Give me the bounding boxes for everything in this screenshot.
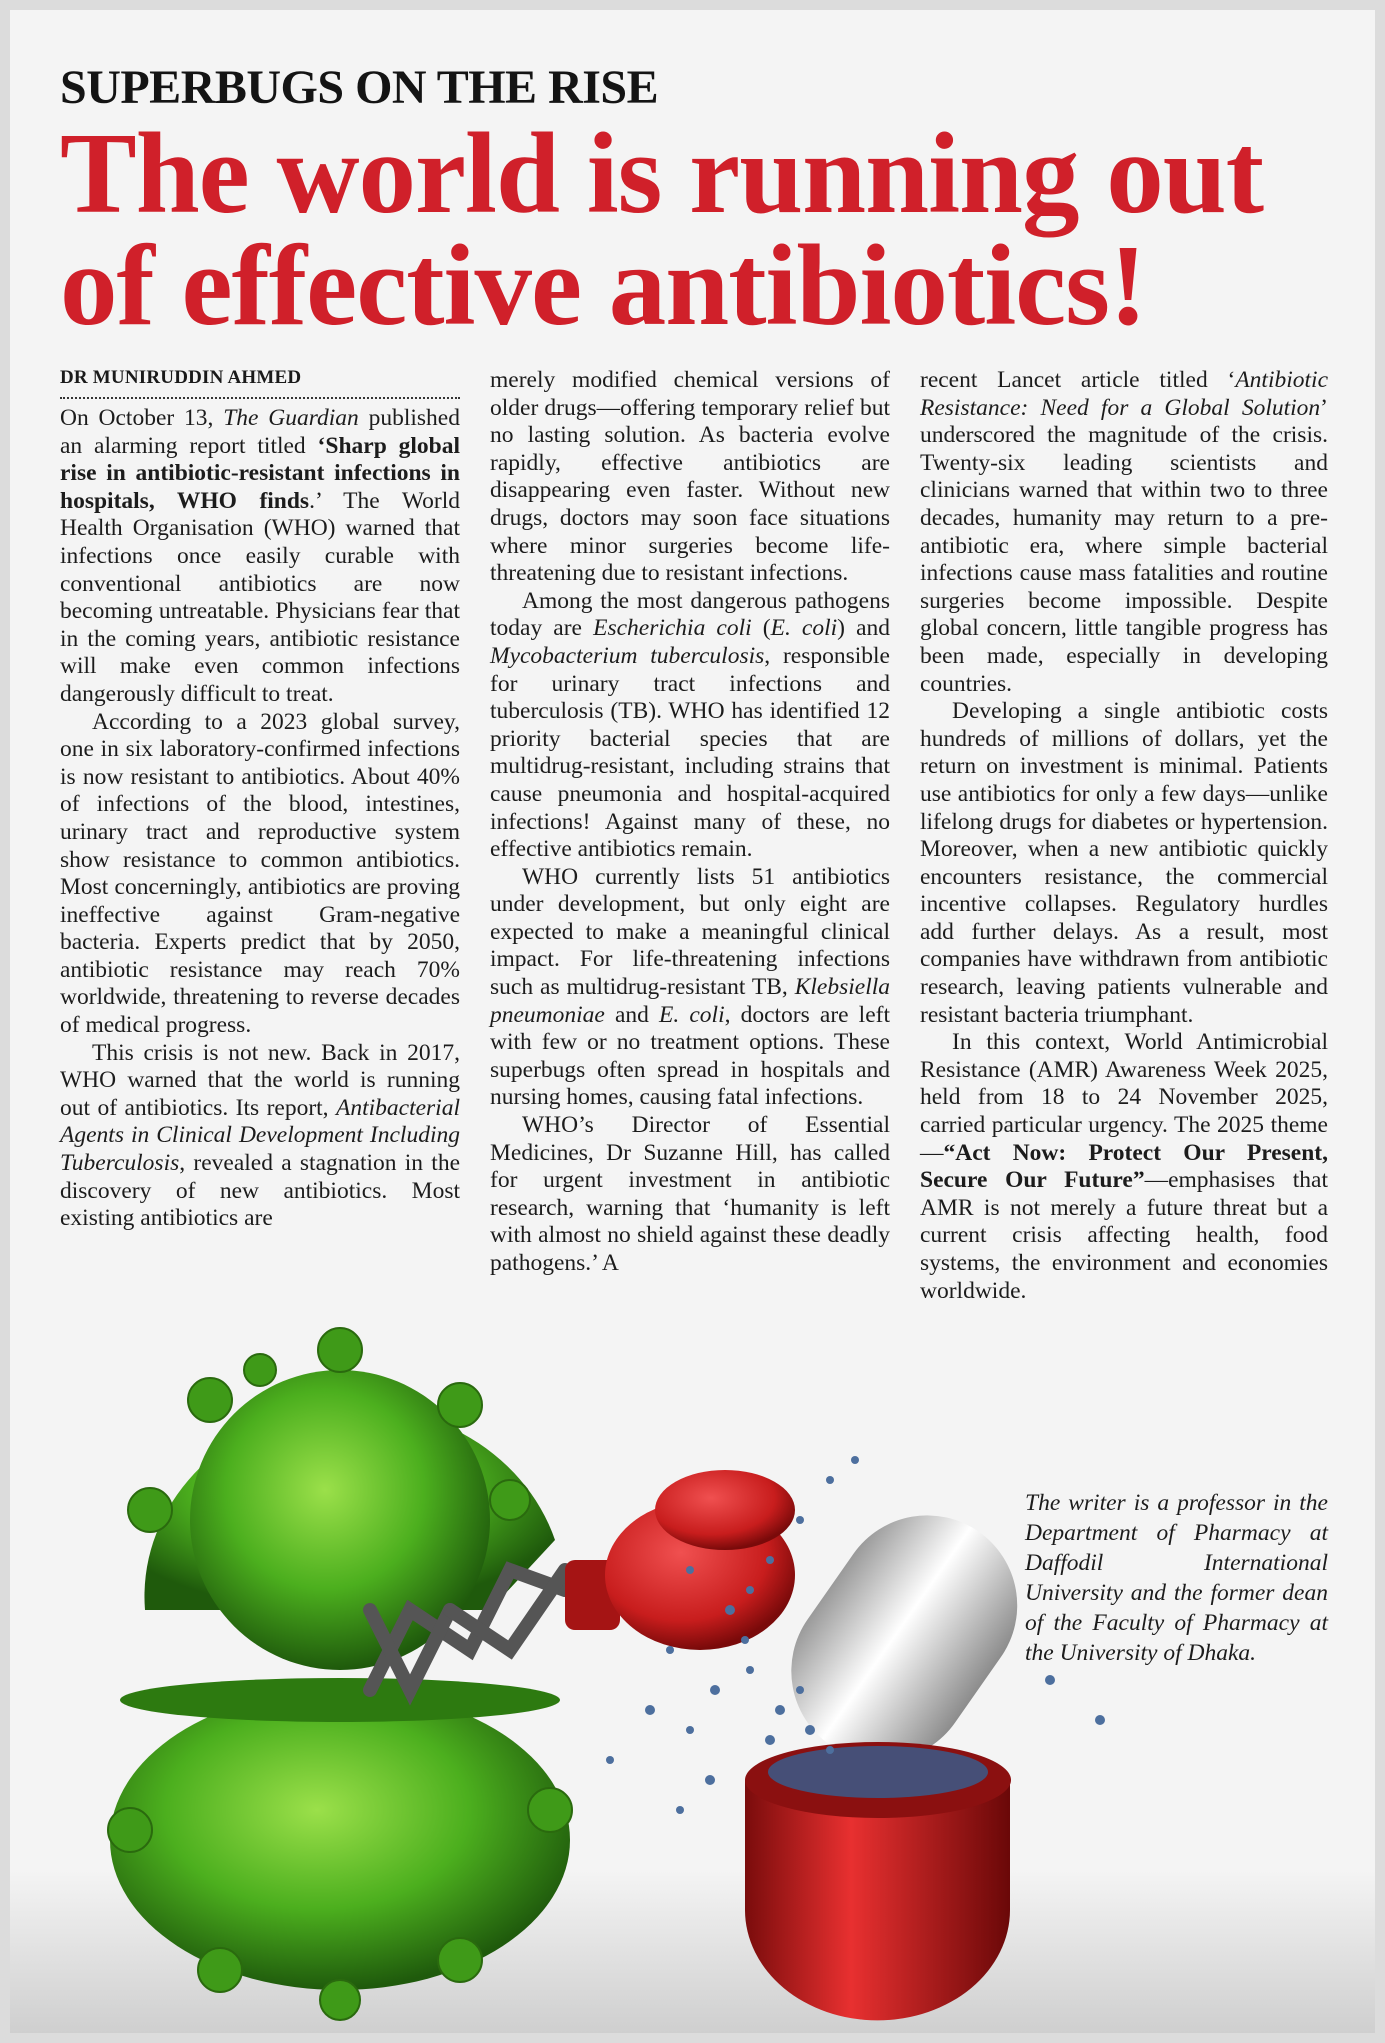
headline: The world is running out of effective antibiotics!	[60, 110, 1263, 349]
paragraph: According to a 2023 global survey, one in six laboratory-confirmed infections is now resistant to antibiotics. About 40% of infections of the blood, intestines, urinary tract and reproductive system show resistance to common antibiotics. Most concerningly, antibiotics are proving ineffective against Gram-negative bacteria. Experts predict that by 2050, antibiotic resistance may reach 70% worldwide, threatening to reverse decades of medical progress.	[60, 708, 460, 1039]
text: and	[604, 1001, 660, 1028]
publication-name: The Guardian	[223, 405, 359, 431]
paragraph	[920, 367, 1328, 698]
species-name: E. coli	[659, 1001, 725, 1028]
text: On October 13,	[60, 405, 224, 431]
paragraph	[490, 864, 890, 1112]
paragraph: Developing a single antibiotic costs hundreds of millions of dollars, yet the return on investment is minimal. Patients use antibiotics for only a few days—unlike lifelong drugs for diabetes or hypertension. Moreover, when a new antibiotic quickly encounters resistance, the commercial incentive collapses. Regulatory hurdles add further delays. As a result, most companies have withdrawn from antibiotic research, leaving patients vulnerable and resistant bacteria triumphant.	[920, 698, 1328, 1028]
paragraph: WHO’s Director of Essential Medicines, Dr Suzanne Hill, has called for urgent investment in antibiotic research, warning that ‘humanity is left with almost no shield against these deadly pathogens.’ A	[490, 1112, 890, 1276]
text: ’ underscored the magnitude of the crisis. Twenty-six leading scientists and clinicians warned that within two to three decades, humanity may return to a pre-antibiotic era, where simple bacterial infections cause mass fatalities and routine surgeries become impossible. Despite global concern, little tangible progress has been made, especially in developing countries.	[920, 394, 1328, 697]
text: ) and	[837, 615, 891, 642]
author-bio: The writer is a professor in the Department of Pharmacy at Daffodil International University and the former dean of the Faculty of Pharmacy at the University of Dhaka.	[1025, 1490, 1328, 1666]
column-1	[60, 405, 460, 1233]
article-title: Antibiotic Resistance: Need for a Global Solution	[920, 367, 1328, 421]
text: (	[751, 615, 771, 642]
text: published an alarming report titled	[60, 405, 460, 459]
species-name: Escherichia coli	[593, 615, 752, 642]
text: , doctors are left with few or no treatment options. These superbugs often spread in hospitals and nursing homes, causing fatal infections.	[490, 1001, 890, 1111]
report-title: Antibacterial Agents in Clinical Development Including Tuberculosis	[60, 1094, 460, 1177]
text: —emphasises that AMR is not merely a future threat but a current crisis affecting health, food systems, the environment and economies worldwide.	[920, 1167, 1328, 1304]
paragraph	[920, 1029, 1328, 1305]
text: In this context, World Antimicrobial Resistance (AMR) Awareness Week 2025, held from 18 to 24 November 2025, carried particular urgency. The 2025 theme—	[920, 1029, 1328, 1166]
paragraph: merely modified chemical versions of older drugs—offering temporary relief but no lasting solution. As bacteria evolve rapidly, effective antibiotics are disappearing even faster. Without new drugs, doctors may soon face situations where minor surgeries become life-threatening due to resistant infections.	[490, 367, 890, 587]
byline: DR MUNIRUDDIN AHMED	[60, 367, 460, 399]
virus-icon	[108, 1328, 572, 2020]
species-name: Klebsiella pneumoniae	[490, 974, 890, 1028]
species-name: Mycobacterium tuberculosis	[490, 642, 765, 669]
paragraph	[60, 1040, 460, 1233]
newspaper-page	[10, 10, 1375, 2033]
report-title: ‘Sharp global rise in antibiotic-resistant infections in hospitals, WHO finds	[60, 432, 460, 514]
text: WHO currently lists 51 antibiotics under development, but only eight are expected to make a meaningful clinical impact. For life-threatening infections such as multidrug-resistant TB,	[490, 863, 890, 1001]
column-2	[490, 367, 890, 1278]
text: .’ The World Health Organisation (WHO) warned that infections once easily curable with conventional antibiotics are now becoming untreatable. Physicians fear that in the coming years, antibiotic resistance will make even common infections dangerously difficult to treat.	[60, 487, 461, 707]
boxing-glove-icon	[565, 1470, 795, 1650]
column-3	[920, 367, 1328, 1305]
species-name: E. coli	[770, 615, 838, 642]
text: recent Lancet article titled ‘	[920, 367, 1236, 393]
text: This crisis is not new. Back in 2017, WHO warned that the world is running out of antibiotics. Its report,	[60, 1039, 460, 1121]
paragraph	[490, 588, 890, 864]
text: , responsible for urinary tract infections and tuberculosis (TB). WHO has identified 12 priority bacterial species that are multidrug-resistant, including strains that cause pneumonia and hospital-acquired infections! Against many of these, no effective antibiotics remain.	[490, 642, 890, 863]
text: Among the most dangerous pathogens today are	[490, 587, 890, 642]
theme-quote: “Act Now: Protect Our Present, Secure Our Future”	[920, 1139, 1328, 1194]
kicker: SUPERBUGS ON THE RISE	[60, 61, 659, 114]
illustration	[10, 1310, 1375, 2033]
paragraph	[60, 405, 460, 709]
text: , revealed a stagnation in the discovery of new antibiotics. Most existing antibiotics are	[60, 1150, 460, 1232]
